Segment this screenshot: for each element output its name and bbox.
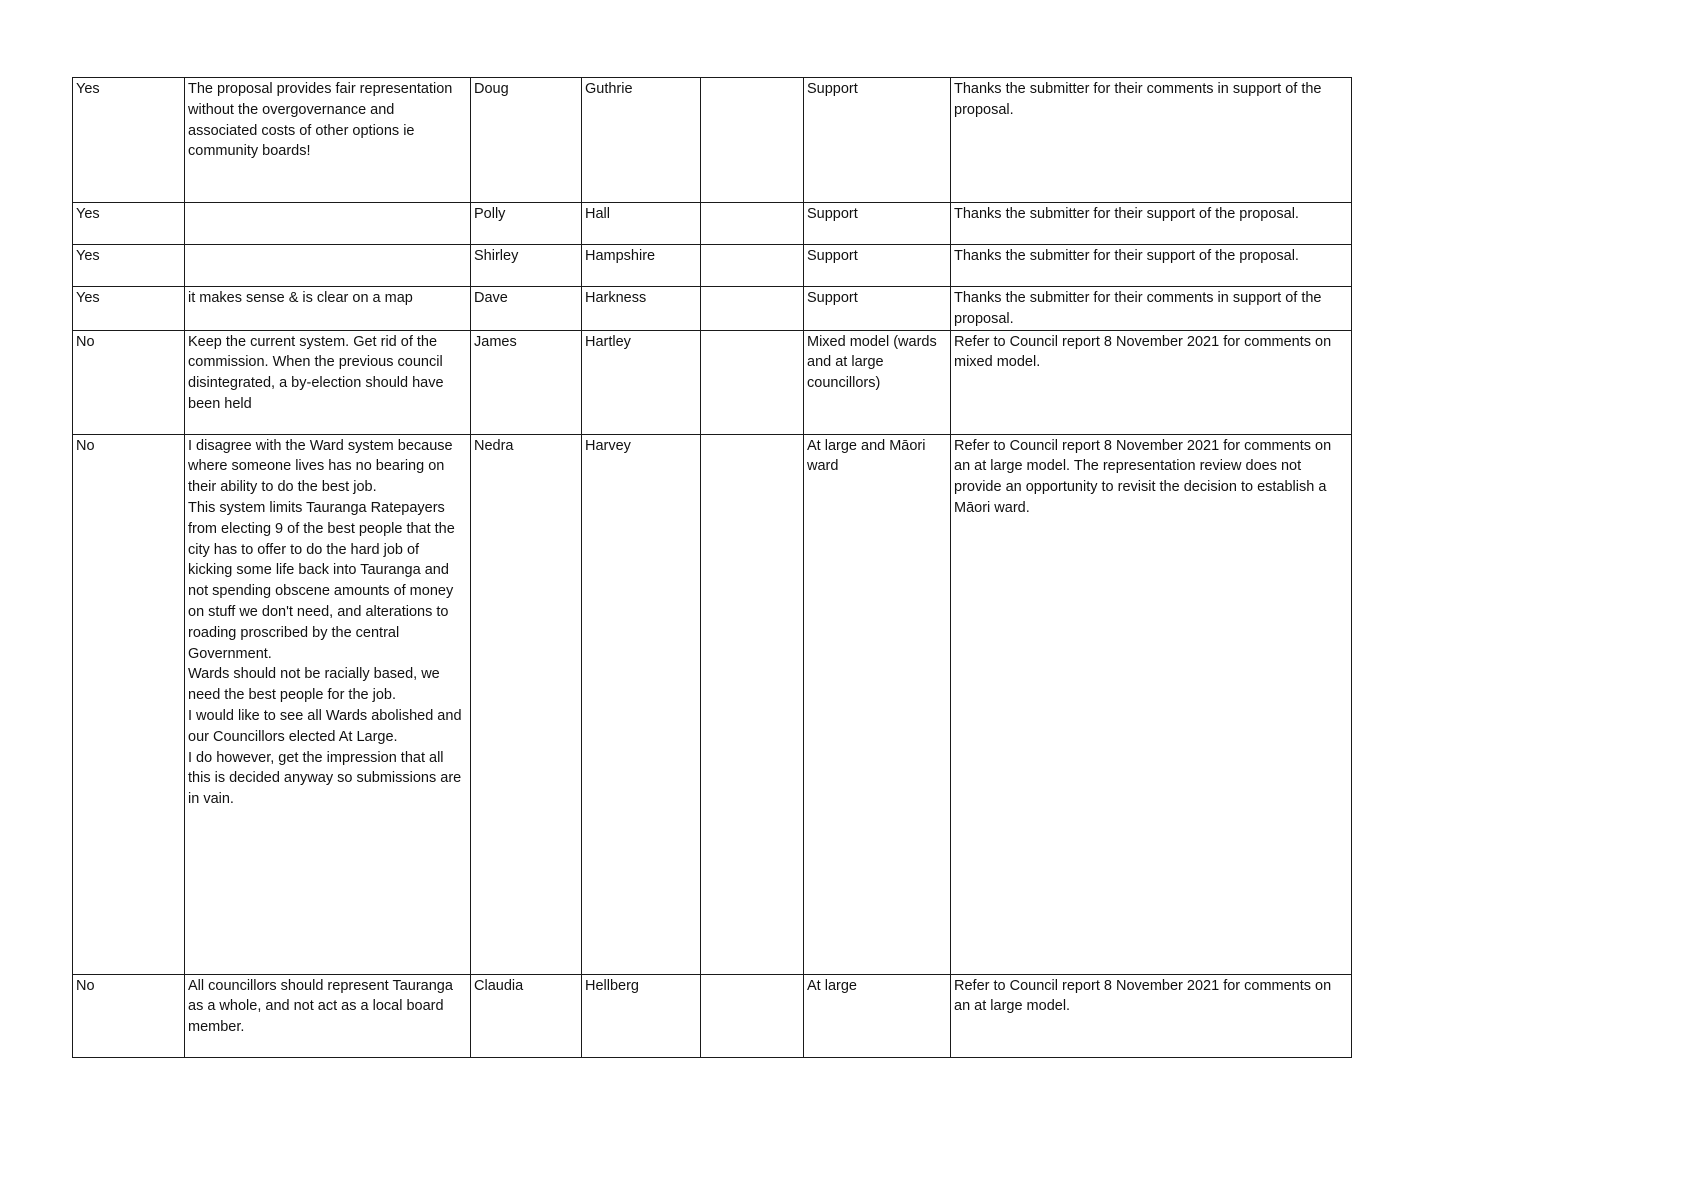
- first-name-cell: James: [471, 330, 582, 434]
- first-name-cell: Doug: [471, 78, 582, 203]
- table-row: [73, 330, 1352, 434]
- comment-cell: [185, 203, 471, 245]
- comment-cell: [185, 245, 471, 287]
- preference-cell: Mixed model (wards and at large councillors): [804, 330, 951, 434]
- support-cell: No: [73, 330, 185, 434]
- last-name-cell: Hall: [582, 203, 701, 245]
- empty-cell: [701, 330, 804, 434]
- last-name-cell: Harkness: [582, 287, 701, 331]
- preference-cell: Support: [804, 245, 951, 287]
- last-name-cell: Hartley: [582, 330, 701, 434]
- empty-cell: [701, 245, 804, 287]
- comment-cell: Keep the current system. Get rid of the commission. When the previous council disintegrated, a by-election should have been held: [185, 330, 471, 434]
- response-cell: Thanks the submitter for their support of the proposal.: [951, 245, 1352, 287]
- response-cell: Refer to Council report 8 November 2021 for comments on mixed model.: [951, 330, 1352, 434]
- preference-cell: At large: [804, 974, 951, 1057]
- support-cell: No: [73, 974, 185, 1057]
- table-row: [73, 203, 1352, 245]
- support-cell: Yes: [73, 287, 185, 331]
- preference-cell: At large and Māori ward: [804, 434, 951, 974]
- empty-cell: [701, 203, 804, 245]
- first-name-cell: Polly: [471, 203, 582, 245]
- last-name-cell: Hampshire: [582, 245, 701, 287]
- support-cell: Yes: [73, 203, 185, 245]
- first-name-cell: Dave: [471, 287, 582, 331]
- first-name-cell: Claudia: [471, 974, 582, 1057]
- comment-cell: All councillors should represent Tauranga as a whole, and not act as a local board member.: [185, 974, 471, 1057]
- table-row: [73, 78, 1352, 203]
- preference-cell: Support: [804, 78, 951, 203]
- empty-cell: [701, 287, 804, 331]
- response-cell: Thanks the submitter for their comments in support of the proposal.: [951, 287, 1352, 331]
- comment-cell: The proposal provides fair representation without the overgovernance and associated costs of other options ie community boards!: [185, 78, 471, 203]
- response-cell: Thanks the submitter for their support of the proposal.: [951, 203, 1352, 245]
- preference-cell: Support: [804, 203, 951, 245]
- last-name-cell: Guthrie: [582, 78, 701, 203]
- response-cell: Refer to Council report 8 November 2021 for comments on an at large model.: [951, 974, 1352, 1057]
- first-name-cell: Shirley: [471, 245, 582, 287]
- response-cell: Refer to Council report 8 November 2021 for comments on an at large model. The representation review does not provide an opportunity to revisit the decision to establish a Māori ward.: [951, 434, 1352, 974]
- response-cell: Thanks the submitter for their comments in support of the proposal.: [951, 78, 1352, 203]
- comment-cell: I disagree with the Ward system because where someone lives has no bearing on their ability to do the best job. This system limits Tauranga Ratepayers from electing 9 of the best people that the city has to offer to do the hard job of kicking some life back into Tauranga and not spending obscene amounts of money on stuff we don't need, and alterations to roading proscribed by the central Government. Wards should not be racially based, we need the best people for the job. I would like to see all Wards abolished and our Councillors elected At Large. I do however, get the impression that all this is decided anyway so submissions are in vain.: [185, 434, 471, 974]
- table-row: [73, 287, 1352, 331]
- submissions-table: [72, 77, 1352, 1058]
- table-row: [73, 974, 1352, 1057]
- support-cell: Yes: [73, 245, 185, 287]
- empty-cell: [701, 974, 804, 1057]
- comment-cell: it makes sense & is clear on a map: [185, 287, 471, 331]
- table-row: [73, 434, 1352, 974]
- empty-cell: [701, 434, 804, 974]
- preference-cell: Support: [804, 287, 951, 331]
- table-row: [73, 245, 1352, 287]
- support-cell: Yes: [73, 78, 185, 203]
- support-cell: No: [73, 434, 185, 974]
- last-name-cell: Harvey: [582, 434, 701, 974]
- empty-cell: [701, 78, 804, 203]
- first-name-cell: Nedra: [471, 434, 582, 974]
- last-name-cell: Hellberg: [582, 974, 701, 1057]
